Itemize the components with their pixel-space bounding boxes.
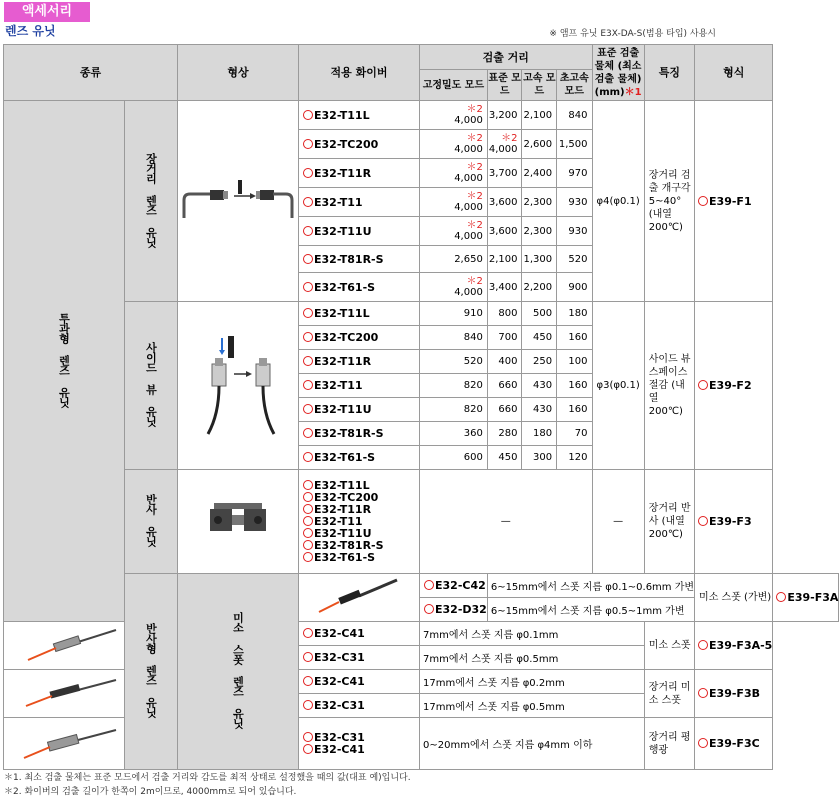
micro-spot-image-a (299, 574, 420, 622)
header-distance: 검출 거리 (420, 45, 593, 70)
value-cell: 450 (487, 446, 522, 470)
model-cell: E39-F2 (695, 302, 773, 470)
header-mode-precision: 고정밀도 모드 (420, 70, 488, 101)
value-cell: 450 (522, 326, 557, 350)
value-cell: 1,300 (522, 246, 557, 273)
header-mode-fast: 고속 모드 (522, 70, 557, 101)
value-cell: 2,300 (522, 188, 557, 217)
value-cell: 2,600 (522, 130, 557, 159)
sub-reflect-unit: 반사 유닛 (125, 470, 178, 574)
model-cell: E39-F1 (695, 101, 773, 302)
model-cell: E39-F3 (695, 470, 773, 574)
spot-distance: 17mm에서 스폿 지름 φ0.5mm (420, 694, 645, 718)
spot-distance: 7mm에서 스폿 지름 φ0.5mm (420, 646, 645, 670)
model-cell: E39-F3A-5 (695, 622, 773, 670)
value-cell: 3,400 (487, 273, 522, 302)
value-cell: 600 (420, 446, 488, 470)
header-shape: 형상 (178, 45, 299, 101)
value-cell: 100 (557, 350, 592, 374)
fiber-cell: E32-T81R-S (299, 422, 420, 446)
value-cell: 2,400 (522, 159, 557, 188)
footnote-1: ＊1. 최소 검출 물체는 표준 모드에서 검출 거리와 감도를 최적 상태로 설정했을 때의 값(대표 예)입니다. (4, 773, 411, 783)
feature-text: 사이드 뷰 스페이스 절감 (내열 200℃) (644, 302, 694, 470)
fiber-cell: E32-C31 (299, 646, 420, 670)
fiber-cell: E32-T11R (299, 159, 420, 188)
value-cell: 660 (487, 398, 522, 422)
feature-text: 장거리 미소 스폿 (644, 670, 694, 718)
table-row (4, 302, 839, 326)
table-row (4, 470, 839, 574)
fiber-item: E32-C41 (303, 744, 419, 756)
value-cell: 900 (557, 273, 592, 302)
side-view-unit-image (178, 302, 299, 470)
table-row (4, 574, 839, 598)
fiber-item: E32-T11U (303, 528, 419, 540)
value-cell: 160 (557, 326, 592, 350)
value-cell: 3,700 (487, 159, 522, 188)
value-cell: ＊2 4,000 (487, 130, 522, 159)
header-mode-standard: 표준 모드 (487, 70, 522, 101)
value-cell: 360 (420, 422, 488, 446)
value-cell: 430 (522, 374, 557, 398)
value-cell: 180 (522, 422, 557, 446)
value-cell: 660 (487, 374, 522, 398)
fiber-cell: E32-T11L (299, 302, 420, 326)
fiber-cell: E32-C41 (299, 622, 420, 646)
value-cell: 820 (420, 374, 488, 398)
value-cell: 3,600 (487, 188, 522, 217)
value-cell: 2,300 (522, 217, 557, 246)
sub-side-view: 사이드 뷰 유닛 (125, 302, 178, 470)
fiber-item: E32-TC200 (303, 492, 419, 504)
group-through-beam: 투과형 렌즈 유닛 (4, 101, 125, 622)
value-cell: 500 (522, 302, 557, 326)
model-cell: E39-F3B (695, 670, 773, 718)
header-standard: 표준 검출 물체 (최소 검출 물체) (mm)＊1 (592, 45, 644, 101)
value-cell: 910 (420, 302, 488, 326)
fiber-cell: E32-C41 (299, 670, 420, 694)
table-row (4, 101, 839, 130)
fiber-item: E32-T81R-S (303, 540, 419, 552)
value-cell: ＊2 4,000 (420, 130, 488, 159)
header-kind: 종류 (4, 45, 178, 101)
fiber-cell: E32-C31 (299, 694, 420, 718)
micro-spot-image-d (4, 718, 125, 770)
value-cell: 300 (522, 446, 557, 470)
fiber-cell: E32-T11U (299, 217, 420, 246)
fiber-cell: E32-T11 (299, 374, 420, 398)
fiber-item: E32-T11L (303, 480, 419, 492)
value-cell: 2,100 (522, 101, 557, 130)
fiber-cell: E32-T11R (299, 350, 420, 374)
value-cell: ＊2 4,000 (420, 188, 488, 217)
value-cell: ＊2 4,000 (420, 159, 488, 188)
fiber-list (299, 718, 420, 770)
value-cell: 160 (557, 374, 592, 398)
value-cell: 2,100 (487, 246, 522, 273)
value-cell: 970 (557, 159, 592, 188)
fiber-cell: E32-TC200 (299, 130, 420, 159)
fiber-cell: E32-T61-S (299, 273, 420, 302)
value-cell: 400 (487, 350, 522, 374)
spot-distance: 0~20mm에서 스폿 지름 φ4mm 이하 (420, 718, 645, 770)
value-cell: 840 (557, 101, 592, 130)
value-cell: 3,200 (487, 101, 522, 130)
value-cell: 840 (420, 326, 488, 350)
page-subtitle: 렌즈 유닛 (5, 24, 56, 38)
value-cell: 930 (557, 188, 592, 217)
fiber-cell: E32-T11U (299, 398, 420, 422)
fiber-item: E32-T61-S (303, 552, 419, 564)
footnote-2: ＊2. 화이버의 검출 길이가 한쪽이 2m이므로, 4000mm로 되어 있습니다. (4, 787, 297, 797)
spot-distance: 6~15mm에서 스폿 지름 φ0.1~0.6mm 가변 (487, 574, 694, 598)
distance-dash: — (420, 470, 593, 574)
fiber-item: E32-C31 (303, 732, 419, 744)
model-cell: E39-F3C (695, 718, 773, 770)
value-cell: 1,500 (557, 130, 592, 159)
value-cell: 430 (522, 398, 557, 422)
fiber-cell: E32-D32 (420, 598, 488, 622)
fiber-cell: E32-T81R-S (299, 246, 420, 273)
header-mode-ultrafast: 초고속 모드 (557, 70, 592, 101)
value-cell: 180 (557, 302, 592, 326)
value-cell: 700 (487, 326, 522, 350)
header-feature: 특징 (644, 45, 694, 101)
value-cell: 250 (522, 350, 557, 374)
fiber-item: E32-T11 (303, 516, 419, 528)
header-fiber: 적용 화이버 (299, 45, 420, 101)
standard-dash: — (592, 470, 644, 574)
sub-long-distance: 장거리 렌즈 유닛 (125, 101, 178, 302)
value-cell: 160 (557, 398, 592, 422)
feature-text: 장거리 평행광 (644, 718, 694, 770)
fiber-cell: E32-TC200 (299, 326, 420, 350)
fiber-cell: E32-T11 (299, 188, 420, 217)
reflect-unit-image (178, 470, 299, 574)
value-cell: 3,600 (487, 217, 522, 246)
value-cell: ＊2 4,000 (420, 273, 488, 302)
header-model: 형식 (695, 45, 773, 101)
section-badge: 액세서리 (4, 2, 90, 22)
model-cell: E39-F3A (773, 574, 839, 622)
fiber-cell: E32-T61-S (299, 446, 420, 470)
value-cell: 2,650 (420, 246, 488, 273)
value-cell: 520 (557, 246, 592, 273)
value-cell: 520 (420, 350, 488, 374)
micro-spot-image-c (4, 670, 125, 718)
feature-text: 장거리 반사 (내열 200℃) (644, 470, 694, 574)
feature-text: 미소 스폿 (가변) (695, 574, 773, 622)
spot-distance: 6~15mm에서 스폿 지름 φ0.5~1mm 가변 (487, 598, 694, 622)
standard-object: φ3(φ0.1) (592, 302, 644, 470)
micro-spot-image-b (4, 622, 125, 670)
lens-unit-table (3, 44, 839, 770)
fiber-cell: E32-T11L (299, 101, 420, 130)
fiber-cell: E32-C42 (420, 574, 488, 598)
value-cell: 280 (487, 422, 522, 446)
sub-micro-spot: 미소 스폿 렌즈 유닛 (178, 574, 299, 770)
value-cell: 800 (487, 302, 522, 326)
standard-object: φ4(φ0.1) (592, 101, 644, 302)
value-cell: 820 (420, 398, 488, 422)
fiber-item: E32-T11R (303, 504, 419, 516)
spot-distance: 7mm에서 스폿 지름 φ0.1mm (420, 622, 645, 646)
value-cell: 120 (557, 446, 592, 470)
long-distance-lens-image (178, 101, 299, 302)
value-cell: 930 (557, 217, 592, 246)
amp-note: ※ 앰프 유닛 E3X-DA-S(범용 타입) 사용시 (549, 29, 716, 39)
value-cell: 70 (557, 422, 592, 446)
fiber-list (299, 470, 420, 574)
spot-distance: 17mm에서 스폿 지름 φ0.2mm (420, 670, 645, 694)
value-cell: 2,200 (522, 273, 557, 302)
feature-text: 미소 스폿 (644, 622, 694, 670)
value-cell: ＊2 4,000 (420, 101, 488, 130)
feature-text: 장거리 검출 개구각 5~40° (내열 200℃) (644, 101, 694, 302)
value-cell: ＊2 4,000 (420, 217, 488, 246)
group-reflective: 반사형 렌즈 유닛 (125, 574, 178, 770)
